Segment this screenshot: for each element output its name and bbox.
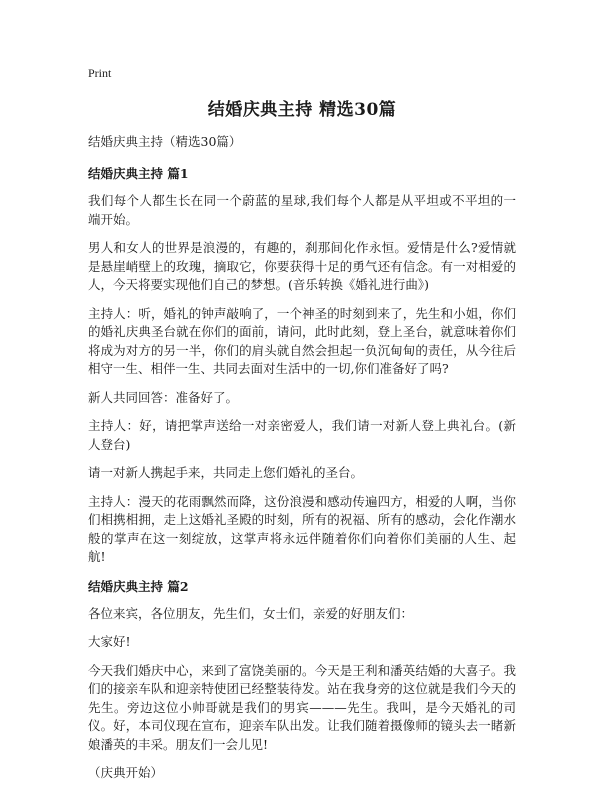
paragraph: 主持人：漫天的花雨飘然而降，这份浪漫和感动传遍四方，相爱的人啊，当你们相携相拥，走上这婚礼圣殿的时刻，所有的祝福、所有的感动，会化作潮水般的掌声在这一刻绽放，这掌声将永远伴随着你们向着你们美丽的人生、起航! [88, 493, 516, 564]
paragraph: 请一对新人携起手来，共同走上您们婚礼的圣台。 [88, 465, 364, 480]
paragraph: 各位来宾，各位朋友，先生们，女士们，亲爱的好朋友们： [88, 605, 414, 621]
paragraph: 主持人：好，请把掌声送给一对亲密爱人，我们请一对新人登上典礼台。(新人登台) [88, 418, 516, 452]
paragraph: 我们每个人都生长在同一个蔚蓝的星球,我们每个人都是从平坦或不平坦的一端开始。 [88, 193, 516, 227]
paragraph: 新人共同回答：准备好了。 [88, 389, 239, 405]
paragraph: 今天我们婚庆中心，来到了富饶美丽的。今天是王利和潘英结婚的大喜子。我们的接亲车队和迎亲特使团已经整装待发。站在我身旁的这位就是我们今天的先生。旁边这位小帅哥就是我们的男宾———先生。我叫，是今天婚礼的司仪。好，本司仪现在宣布，迎亲车队出发。让我们随着摄像师的镜头去一睹新娘潘英的丰采。朋友们一会儿见! [88, 662, 516, 752]
document-subtitle: 结婚庆典主持（精选30篇） [88, 134, 242, 149]
section-heading: 结婚庆典主持 篇2 [88, 578, 189, 594]
paragraph: 男人和女人的世界是浪漫的，有趣的，刹那间化作永恒。爱情是什么?爱情就是悬崖峭壁上的玫瑰，摘取它，你要获得十足的勇气还有信念。有一对相爱的人，今天将要实现他们自己的梦想。(音乐转换《婚礼进行曲》) [88, 240, 516, 292]
section-heading: 结婚庆典主持 篇1 [88, 166, 189, 181]
paragraph: 主持人：听，婚礼的钟声敲响了，一个神圣的时刻到来了，先生和小姐，你们的婚礼庆典圣台就在你们的面前，请问，此时此刻，登上圣台，就意味着你们将成为对方的另一半，你们的肩头就自然会担起一负沉甸甸的责任，从今往后相守一生、相伴一生、共同去面对生活中的一切,你们准备好了吗? [88, 305, 516, 376]
page-title: 结婚庆典主持 精选30篇 [207, 100, 397, 120]
section-2 [88, 577, 516, 783]
paragraph: 大家好! [88, 634, 131, 649]
print-link[interactable]: Print [88, 66, 112, 80]
paragraph: （庆典开始） [88, 765, 164, 780]
section-1 [88, 164, 516, 567]
document-page [88, 66, 516, 793]
